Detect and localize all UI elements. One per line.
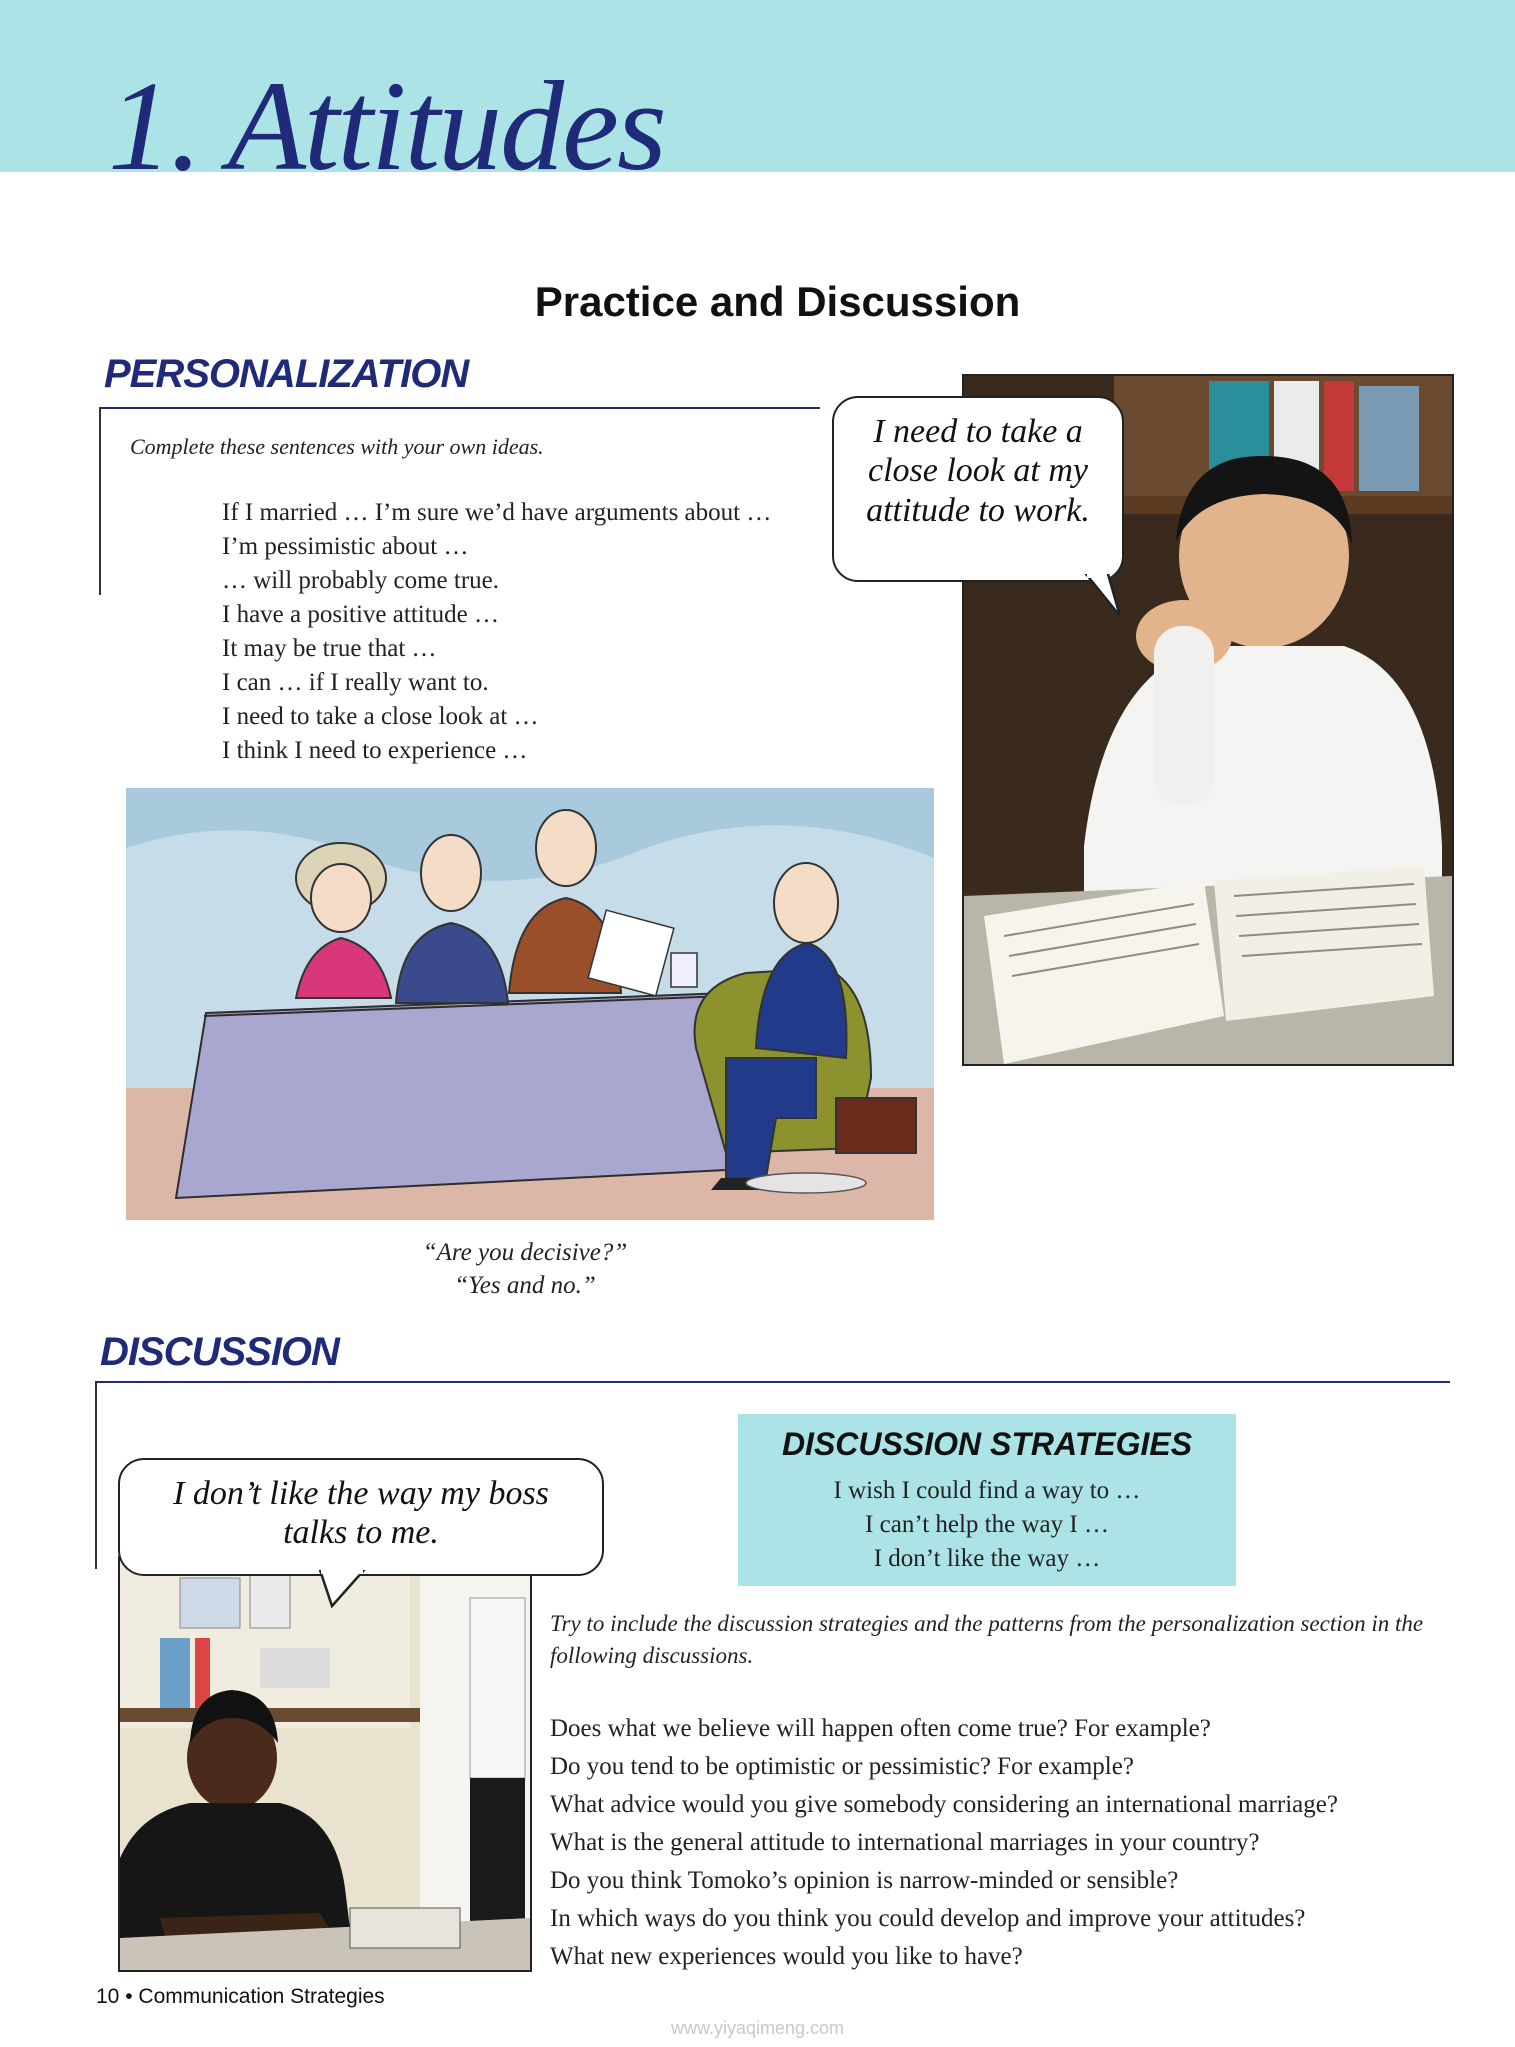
discussion-heading: DISCUSSION — [100, 1330, 339, 1374]
list-item: I’m pessimistic about … — [222, 533, 469, 560]
discussion-instruction: Try to include the discussion strategies and the patterns from the personalization section in the following discussions. — [550, 1611, 1424, 1668]
man-speech-text: I need to take a close look at my attitude to work. — [866, 413, 1090, 529]
list-item: I can … if I really want to. — [222, 669, 489, 696]
list-item: In which ways do you think you could develop and improve your attitudes? — [550, 1905, 1306, 1932]
man-bubble-tail — [1082, 574, 1122, 618]
list-item: … will probably come true. — [222, 567, 500, 594]
list-item: I don’t like the way … — [873, 1545, 1101, 1572]
watermark: www.yiyaqimeng.com — [670, 2018, 845, 2038]
personalization-rule — [100, 407, 820, 409]
caption-line-2: “Yes and no.” — [454, 1272, 596, 1299]
list-item: I can’t help the way I … — [865, 1511, 1109, 1538]
book-title: Communication Strategies — [138, 1985, 385, 2008]
personalization-instruction: Complete these sentences with your own ideas. — [130, 434, 544, 459]
discussion-rule — [96, 1381, 1450, 1383]
woman-bubble-tail — [318, 1570, 370, 1610]
woman-at-desk-photo — [118, 1556, 532, 1972]
list-item: What new experiences would you like to have? — [550, 1943, 1023, 1970]
discussion-strategies-title: DISCUSSION STRATEGIES — [781, 1426, 1193, 1462]
list-item: If I married … I’m sure we’d have arguments about … — [222, 499, 772, 526]
list-item: Do you tend to be optimistic or pessimistic? For example? — [550, 1753, 1134, 1780]
chapter-title: 1. Attitudes — [108, 55, 665, 197]
discussion-left-rule — [95, 1381, 97, 1569]
list-item: What advice would you give somebody considering an international marriage? — [550, 1791, 1338, 1818]
personalization-left-rule — [99, 407, 101, 595]
cartoon-caption — [380, 1236, 670, 1302]
discussion-questions — [550, 1710, 1338, 1976]
discussion-strategies-box — [738, 1414, 1236, 1586]
page-number: 10 — [96, 1985, 120, 2008]
list-item: What is the general attitude to international marriages in your country? — [550, 1829, 1260, 1856]
woman-at-desk-illustration — [120, 1558, 530, 1970]
list-item: Does what we believe will happen often come true? For example? — [550, 1715, 1211, 1742]
list-item: I have a positive attitude … — [222, 601, 500, 628]
caption-line-1: “Are you decisive?” — [422, 1239, 628, 1266]
list-item: I need to take a close look at … — [222, 703, 539, 730]
woman-speech-text: I don’t like the way my boss talks to me. — [173, 1475, 549, 1552]
personalization-heading: PERSONALIZATION — [104, 352, 469, 396]
list-item: Do you think Tomoko’s opinion is narrow-minded or sensible? — [550, 1867, 1179, 1894]
list-item: I think I need to experience … — [222, 737, 528, 764]
page-footer — [96, 1985, 385, 2009]
page-subtitle: Practice and Discussion — [534, 278, 1021, 325]
list-item: I wish I could find a way to … — [833, 1477, 1141, 1504]
woman-speech-bubble — [118, 1458, 604, 1576]
personalization-sentences — [222, 496, 771, 768]
discussion-strategies-list — [738, 1474, 1236, 1576]
interview-cartoon — [126, 788, 934, 1220]
list-item: It may be true that … — [222, 635, 437, 662]
footer-separator: • — [125, 1985, 133, 2008]
man-speech-bubble — [832, 396, 1124, 582]
interview-cartoon-illustration — [126, 788, 934, 1220]
